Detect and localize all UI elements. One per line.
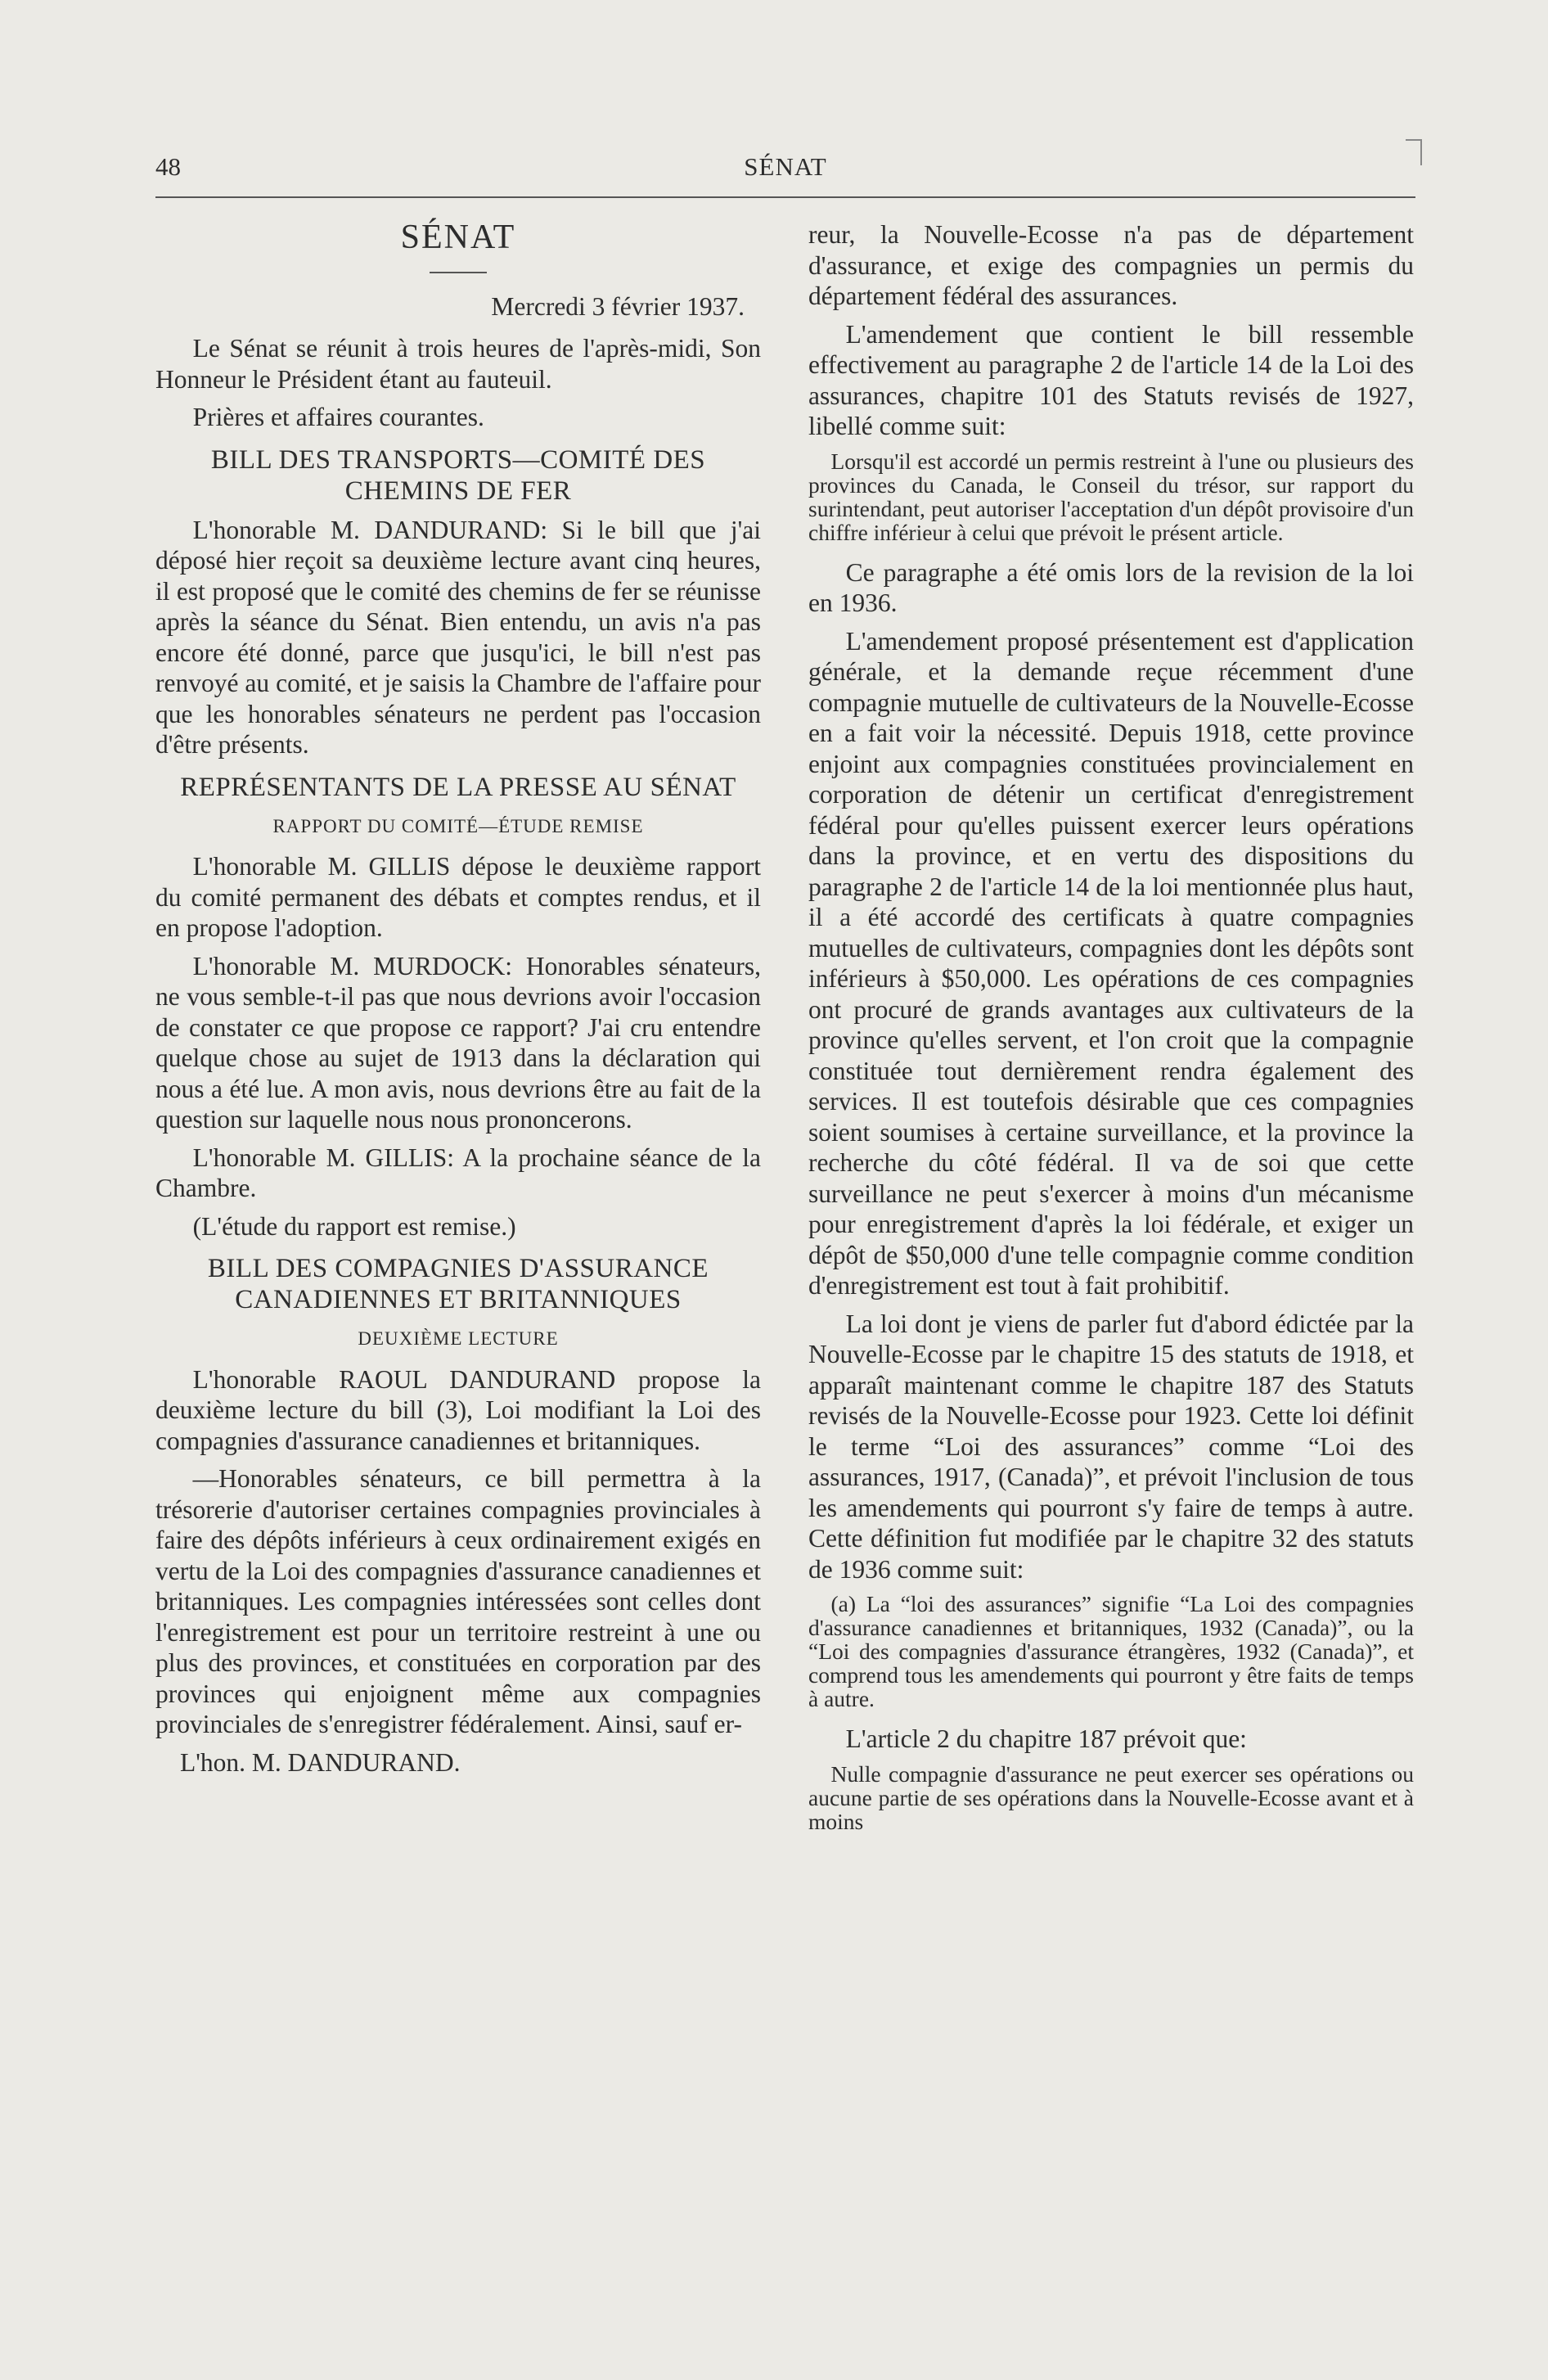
press-heading: REPRÉSENTANTS DE LA PRESSE AU SÉNAT bbox=[180, 772, 736, 802]
right-paragraph-1: reur, la Nouvelle-Ecosse n'a pas de département d'assurance, et exige des compagnies un permis du département fédéral des assurances. bbox=[808, 220, 1414, 310]
press-paragraph-1: L'honorable M. GILLIS dépose le deuxième rapport du comité permanent des débats et comptes rendus, et il en propose l'adoption. bbox=[155, 852, 761, 942]
left-column bbox=[155, 219, 761, 1785]
title-dash bbox=[430, 272, 487, 273]
quoted-statute-3: Nulle compagnie d'assurance ne peut exercer ses opérations ou aucune partie de ses opérations dans la Nouvelle-Ecosse avant et à moins bbox=[808, 1760, 1414, 1834]
insurance-paragraph-2: —Honorables sénateurs, ce bill permettra à la trésorerie d'autoriser certaines compagnies provinciales à faire des dépôts inférieurs à ceux ordinairement exigés en vertu de la Loi des compagnies d'assurance canadiennes et britanniques. Les compagnies intéressées sont celles dont l'enregistrement est pour un territoire restreint à une ou plus des provinces, et constituées en corporation par des provinces qui enjoignent même aux compagnies provinciales de s'enregistrer fédéralement. Ainsi, sauf er- bbox=[155, 1464, 761, 1738]
sitting-date: Mercredi 3 février 1937. bbox=[491, 291, 745, 321]
right-paragraph-3: Ce paragraphe a été omis lors de la revision de la loi en 1936. bbox=[808, 557, 1414, 617]
quoted-statute-1: Lorsqu'il est accordé un permis restreint à l'une ou plusieurs des provinces du Canada, le Conseil du trésor, sur rapport du surintendant, peut autoriser l'acceptation d'un dépôt provisoire d'un chiffre inférieur à celui que prévoit le présent article. bbox=[808, 448, 1414, 545]
quoted-statute-2: (a) La “loi des assurances” signifie “La Loi des compagnies d'assurance canadiennes et britanniques, 1932 (Canada)”, ou la “Loi des compagnies d'assurance étrangères, 1932 (Canada)”, et comprend tous les amendements qui pourront y être faits de temps à autre. bbox=[808, 1591, 1414, 1711]
transport-bill-heading: BILL DES TRANSPORTS—COMITÉ DES CHEMINS DE FER bbox=[210, 444, 706, 506]
press-paragraph-4: (L'étude du rapport est remise.) bbox=[192, 1211, 516, 1241]
transport-bill-paragraph: L'honorable M. DANDURAND: Si le bill que j'ai déposé hier reçoit sa deuxième lecture avant cinq heures, il est proposé que le comité des chemins de fer se réunisse après la séance du Sénat. Bien entendu, un avis n'a pas encore été donné, parce que jusqu'ici, le bill n'est pas renvoyé au comité, et je saisis la Chambre de l'affaire pour que les honorables sénateurs ne perdent pas l'occasion d'être présents. bbox=[155, 515, 761, 759]
insurance-bill-heading: BILL DES COMPAGNIES D'ASSURANCE CANADIENNES ET BRITANNIQUES bbox=[207, 1254, 709, 1314]
press-subheading: RAPPORT DU COMITÉ—ÉTUDE REMISE bbox=[272, 815, 644, 836]
press-paragraph-2: L'honorable M. MURDOCK: Honorables sénateurs, ne vous semble-t-il pas que nous devrions avoir l'occasion de constater ce que propose ce rapport? J'ai cru entendre quelque chose au sujet de 1913 dans la déclaration qui nous a été lue. A mon avis, nous devrions être au fait de la question sur laquelle nous nous prononcerons. bbox=[155, 951, 761, 1134]
insurance-paragraph-1: L'honorable RAOUL DANDURAND propose la deuxième lecture du bill (3), Loi modifiant la Loi des compagnies d'assurance canadiennes et britanniques. bbox=[155, 1364, 761, 1455]
header-rule bbox=[155, 196, 1415, 198]
right-paragraph-5: La loi dont je viens de parler fut d'abord édictée par la Nouvelle-Ecosse par le chapitre 15 des statuts de 1918, et apparaît maintenant comme le chapitre 187 des Statuts revisés de la Nouvelle-Ecosse pour 1923. Cette loi définit le terme “Loi des assurances” comme “Loi des assurances, 1917, (Canada)”, et prévoit l'inclusion de tous les amendements qui pourront s'y faire de temps à autre. Cette définition fut modifiée par le chapitre 32 des statuts de 1936 comme suit: bbox=[808, 1309, 1414, 1584]
speaker-footer: L'hon. M. DANDURAND. bbox=[180, 1747, 461, 1777]
press-paragraph-3: L'honorable M. GILLIS: A la prochaine séance de la Chambre. bbox=[155, 1143, 761, 1202]
page-number: 48 bbox=[155, 152, 181, 181]
prayers-paragraph: Prières et affaires courantes. bbox=[192, 403, 484, 431]
running-title: SÉNAT bbox=[744, 152, 827, 181]
right-paragraph-2: L'amendement que contient le bill ressemble effectivement au paragraphe 2 de l'article 14 de la Loi des assurances, chapitre 101 des Statuts revisés de 1927, libellé comme suit: bbox=[808, 319, 1414, 440]
right-column bbox=[808, 219, 1414, 1846]
right-paragraph-6: L'article 2 du chapitre 187 prévoit que: bbox=[845, 1724, 1247, 1753]
opening-paragraph: Le Sénat se réunit à trois heures de l'après-midi, Son Honneur le Président étant au fauteuil. bbox=[155, 334, 761, 394]
section-title: SÉNAT bbox=[400, 219, 516, 256]
right-paragraph-4: L'amendement proposé présentement est d'application générale, et la demande reçue récemment d'une compagnie mutuelle de cultivateurs de la Nouvelle-Ecosse en a fait voir la nécessité. Depuis 1918, cette province enjoint aux compagnies constituées provincialement en corporation de détenir un certificat d'enregistrement fédéral pour qu'elles puissent exercer leurs opérations dans la province, et en vertu des dispositions du paragraphe 2 de l'article 14 de la loi mentionnée plus haut, il a été accordé des certificats à quatre compagnies mutuelles de cultivateurs, compagnies dont les dépôts sont inférieurs à $50,000. Les opérations de ces compagnies ont procuré de grands avantages aux cultivateurs de la province qu'elles servent, et l'on croit que la compagnie constituée tout dernièrement rendra également des services. Il est toutefois désirable que ces compagnies soient soumises à certaine surveillance, et la province la recherche du côté fédéral. Il va de soi que cette surveillance ne peut s'exercer à moins d'un mécanisme pour enregistrement d'après la loi fédérale, et exiger un dépôt de $50,000 d'une telle compagnie comme condition d'enregistrement est tout à fait prohibitif. bbox=[808, 626, 1414, 1300]
page-header bbox=[155, 149, 1415, 190]
insurance-bill-subheading: DEUXIÈME LECTURE bbox=[358, 1328, 559, 1349]
